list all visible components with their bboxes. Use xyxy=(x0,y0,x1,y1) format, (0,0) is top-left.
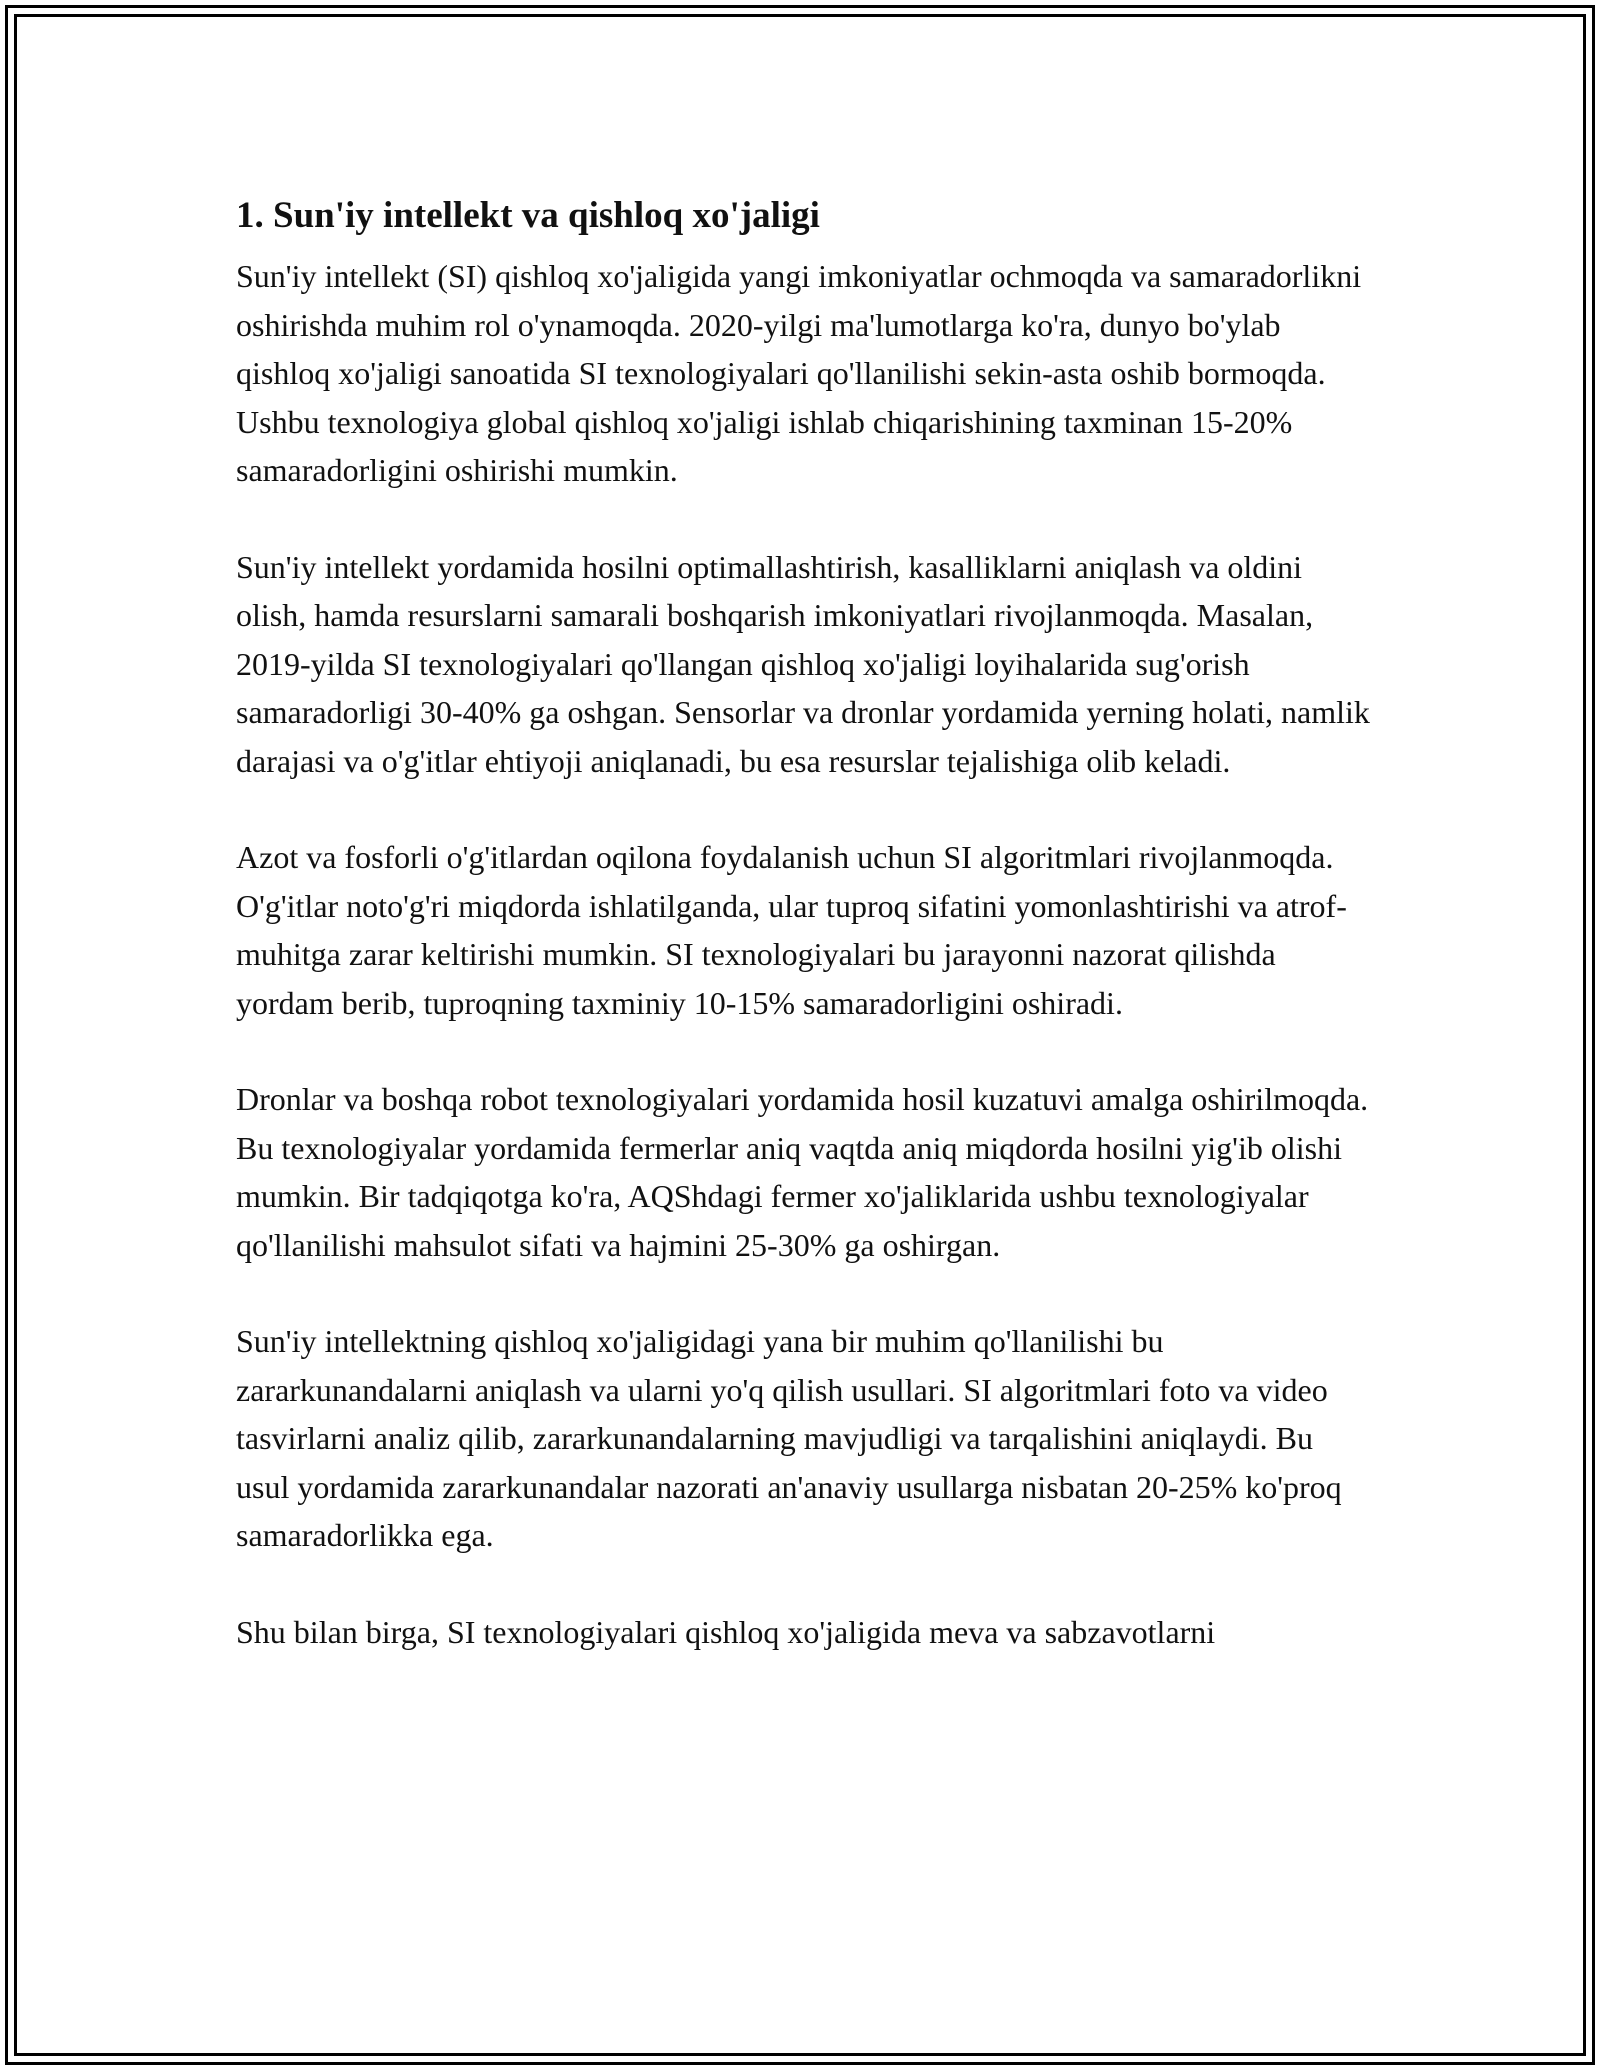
paragraph-3: Azot va fosforli o'g'itlardan oqilona foydalanish uchun SI algoritmlari rivojlanmoqda. O'g'itlar noto'g'ri miqdorda ishlatilganda, ular tuproq sifatini yomonlashtirishi va atrof-muhitga zarar keltirishi mumkin. SI texnologiyalari bu jarayonni nazorat qilishda yordam berib, tuproqning taxminiy 10-15% samaradorligini oshiradi. xyxy=(236,839,1347,1021)
paragraph-1: Sun'iy intellekt (SI) qishloq xo'jaligida yangi imkoniyatlar ochmoqda va samaradorlikni oshirishda muhim rol o'ynamoqda. 2020-yilgi ma'lumotlarga ko'ra, dunyo bo'ylab qishloq xo'jaligi sanoatida SI texnologiyalari qo'llanilishi sekin-asta oshib bormoqda. Ushbu texnologiya global qishloq xo'jaligi ishlab chiqarishining taxminan 15-20% samaradorligini oshirishi mumkin. xyxy=(236,258,1362,488)
paragraph-2: Sun'iy intellekt yordamida hosilni optimallashtirish, kasalliklarni aniqlash va oldini olish, hamda resurslarni samarali boshqarish imkoniyatlari rivojlanmoqda. Masalan, 2019-yilda SI texnologiyalari qo'llangan qishloq xo'jaligi loyihalarida sug'orish samaradorligi 30-40% ga oshgan. Sensorlar va dronlar yordamida yerning holati, namlik darajasi va o'g'itlar ehtiyoji aniqlanadi, bu esa resurslar tejalishiga olib keladi. xyxy=(236,548,1370,779)
section-title: 1. Sun'iy intellekt va qishloq xo'jaligi xyxy=(236,195,820,236)
paragraph-5: Sun'iy intellektning qishloq xo'jaligidagi yana bir muhim qo'llanilishi bu zararkunandalarni aniqlash va ularni yo'q qilish usullari. SI algoritmlari foto va video tasvirlarni analiz qilib, zararkunandalarning mavjudligi va tarqalishini aniqlaydi. Bu usul yordamida zararkunandalar nazorati an'anaviy usullarga nisbatan 20-25% ko'proq samaradorlikka ega. xyxy=(236,1323,1342,1553)
paragraph-4: Dronlar va boshqa robot texnologiyalari yordamida hosil kuzatuvi amalga oshirilmoqda. Bu texnologiyalar yordamida fermerlar aniq vaqtda aniq miqdorda hosilni yig'ib olishi mumkin. Bir tadqiqotga ko'ra, AQShdagi fermer xo'jaliklarida ushbu texnologiyalar qo'llanilishi mahsulot sifati va hajmini 25-30% ga oshirgan. xyxy=(236,1081,1369,1263)
document-body xyxy=(236,186,1372,1704)
paragraph-6: Shu bilan birga, SI texnologiyalari qishloq xo'jaligida meva va sabzavotlarni xyxy=(236,1613,1216,1650)
